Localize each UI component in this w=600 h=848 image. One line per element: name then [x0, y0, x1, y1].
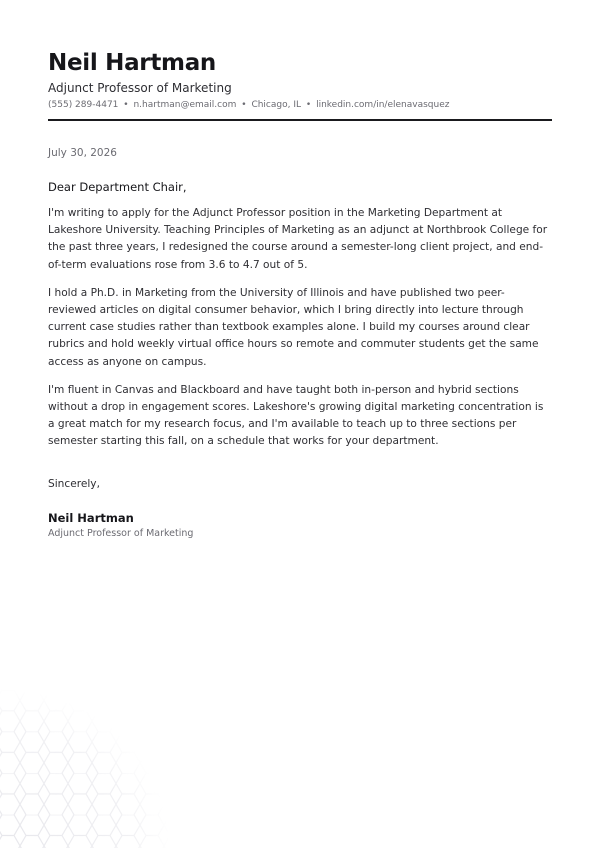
letter-date: July 30, 2026: [48, 147, 117, 159]
contact-email: n.hartman@email.com: [133, 100, 237, 110]
contact-line: [48, 99, 552, 111]
closing: Sincerely,: [48, 477, 100, 490]
salutation: Dear Department Chair,: [48, 180, 187, 194]
contact-location: Chicago, IL: [251, 100, 301, 110]
contact-separator: •: [241, 100, 247, 110]
letter-body: [48, 146, 552, 540]
body-paragraph: I'm writing to apply for the Adjunct Professor position in the Marketing Department at Lakeshore University. Teaching Principles of Marketing as an adjunct at Northbrook College for the past three years, I redesigned the course around a semester-long client project, and end-of-term evaluations rose from 3.6 to 4.7 out of 5.: [48, 207, 548, 271]
signature-name: Neil Hartman: [48, 510, 134, 525]
applicant-title: Adjunct Professor of Marketing: [48, 81, 232, 95]
letter-header: [48, 48, 552, 111]
body-paragraph: I'm fluent in Canvas and Blackboard and have taught both in-person and hybrid sections without a drop in engagement scores. Lakeshore's growing digital marketing concentration is a great match for my research focus, and I'm available to teach up to three sections per semester starting this fall, on a schedule that works for your department.: [48, 383, 544, 448]
applicant-name: Neil Hartman: [48, 50, 216, 76]
signature-title: Adjunct Professor of Marketing: [48, 527, 194, 539]
header-divider: [48, 119, 552, 121]
contact-website: linkedin.com/in/elenavasquez: [316, 100, 450, 110]
contact-separator: •: [305, 100, 312, 110]
contact-separator: •: [123, 100, 129, 110]
body-paragraph: I hold a Ph.D. in Marketing from the University of Illinois and have published two peer-reviewed articles on digital consumer behavior, which I bring directly into lecture through current case studies rather than textbook examples alone. I build my courses around clear rubrics and hold weekly virtual office hours so remote and commuter students get the same access as anyone on campus.: [48, 286, 539, 368]
contact-phone: (555) 289-4471: [48, 100, 119, 110]
hexagon-pattern-decoration: [0, 688, 170, 848]
